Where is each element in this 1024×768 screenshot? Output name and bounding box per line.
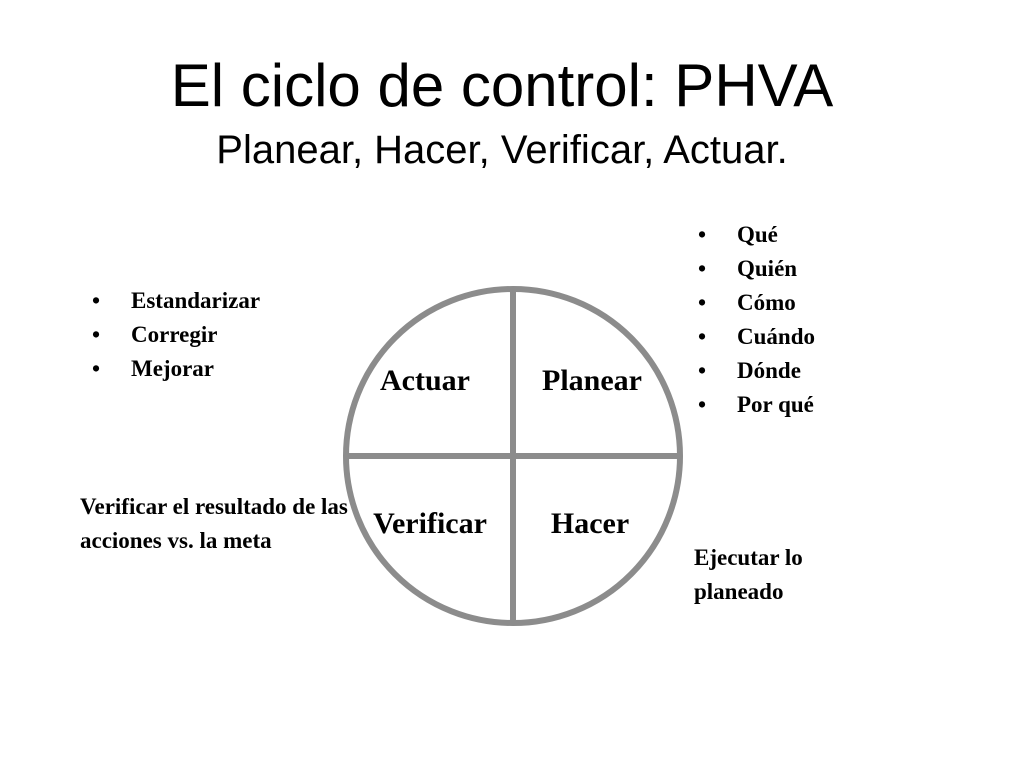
list-item: • Quién: [698, 252, 815, 286]
list-item: • Por qué: [698, 388, 815, 422]
list-item: • Estandarizar: [92, 284, 260, 318]
hacer-description: Ejecutar lo planeado: [694, 545, 803, 604]
quadrant-verificar-label: Verificar: [373, 507, 487, 540]
list-item: • Cuándo: [698, 320, 815, 354]
slide-title: El ciclo de control: PHVA: [170, 52, 834, 119]
quadrant-hacer-label: Hacer: [550, 507, 630, 540]
list-item: • Qué: [698, 218, 815, 252]
list-item: • Mejorar: [92, 352, 260, 386]
list-item: • Dónde: [698, 354, 815, 388]
quadrant-planear-label: Planear: [542, 364, 642, 397]
verificar-description: Verificar el resultado de las acciones vs. la meta: [80, 494, 348, 553]
slide-subtitle: Planear, Hacer, Verificar, Actuar.: [216, 128, 788, 172]
list-item: • Cómo: [698, 286, 815, 320]
list-item: • Corregir: [92, 318, 260, 352]
quadrant-actuar-label: Actuar: [380, 364, 470, 397]
